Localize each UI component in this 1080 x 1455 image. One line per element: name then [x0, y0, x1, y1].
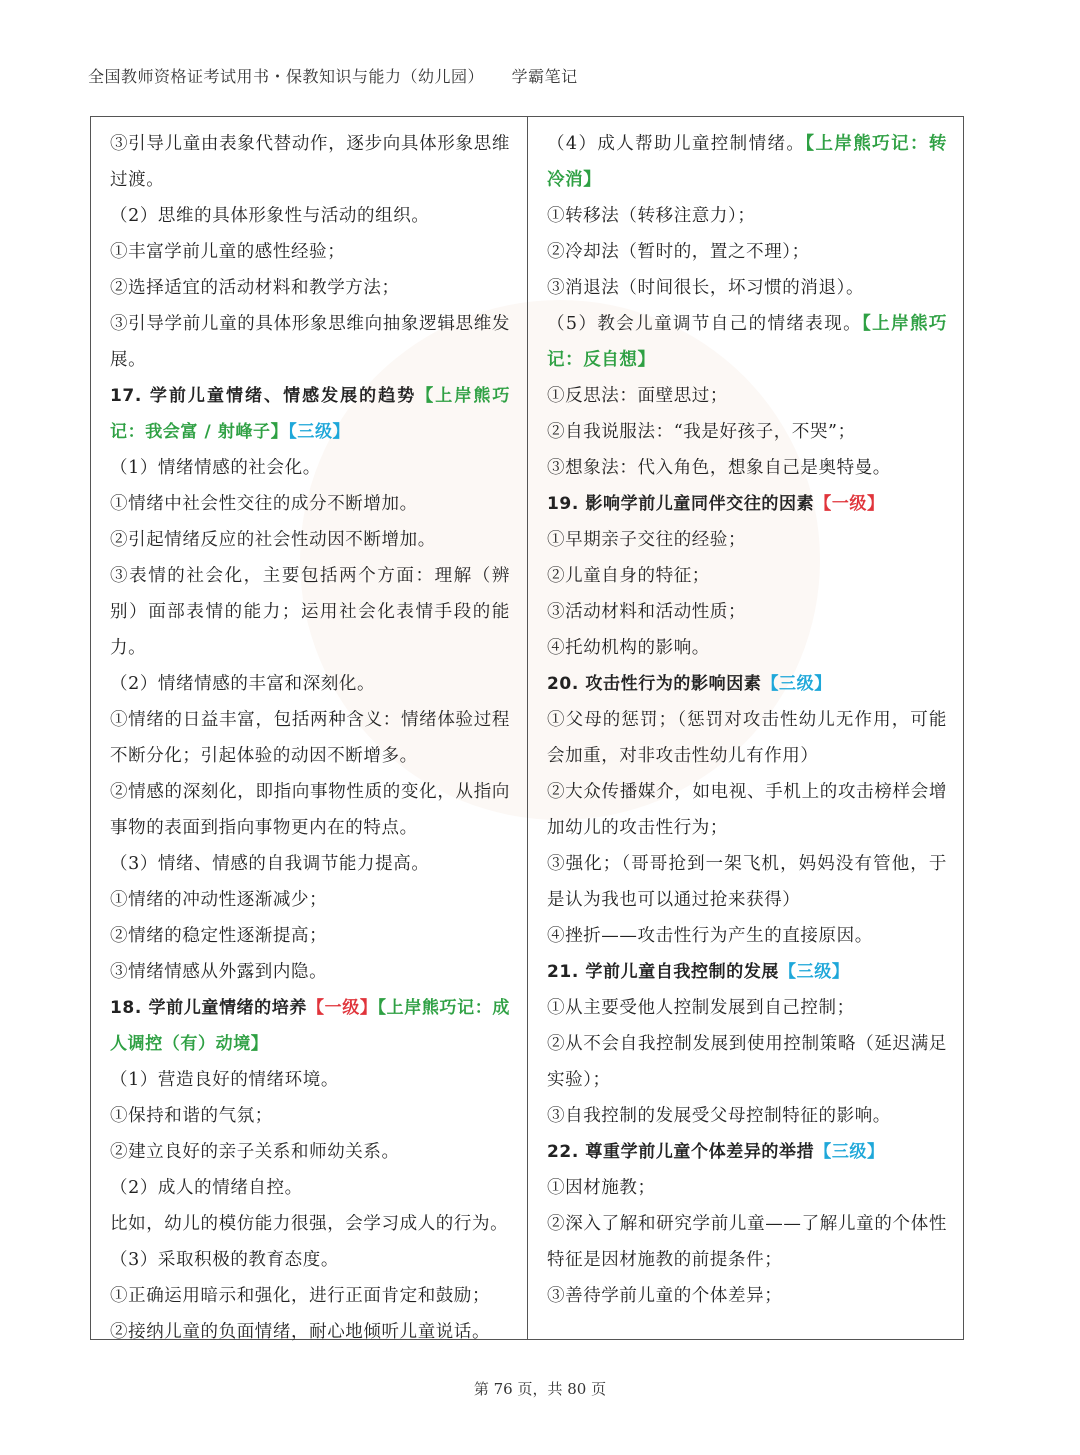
line-text: ①转移法（转移注意力）； [547, 206, 756, 226]
text-line [110, 774, 510, 846]
section-heading [110, 378, 510, 450]
line-text: ③活动材料和活动性质； [547, 602, 747, 622]
line-text: ③情绪情感从外露到内隐。 [110, 962, 328, 982]
line-text: ①情绪的日益丰富，包括两种含义：情绪体验过程不断分化；引起体验的动因不断增多。 [110, 710, 510, 766]
text-line [547, 630, 947, 666]
text-line [110, 486, 510, 522]
level-tag: 【三级】 [814, 1142, 885, 1162]
line-text: ①保持和谐的气氛； [110, 1106, 273, 1126]
text-line [110, 558, 510, 666]
line-text: ②大众传播媒介，如电视、手机上的攻击榜样会增加幼儿的攻击性行为； [547, 782, 947, 838]
section-heading [547, 1134, 947, 1170]
text-line [110, 1134, 510, 1170]
text-line [547, 990, 947, 1026]
text-line [110, 234, 510, 270]
line-text: ③引导儿童由表象代替动作，逐步向具体形象思维过渡。 [110, 134, 510, 190]
page-footer: 第 76 页，共 80 页 [473, 1380, 607, 1398]
section-heading [547, 954, 947, 990]
line-text: ④托幼机构的影响。 [547, 638, 710, 658]
text-line [547, 558, 947, 594]
text-line [547, 1170, 947, 1206]
text-line [110, 1062, 510, 1098]
text-line [110, 1170, 510, 1206]
text-line [547, 198, 947, 234]
line-text: （2）成人的情绪自控。 [110, 1178, 303, 1198]
text-line [110, 882, 510, 918]
line-text: ①反思法：面壁思过； [547, 386, 728, 406]
level-tag: 【一级】 [307, 998, 378, 1018]
column-divider [527, 116, 528, 1340]
line-text: 17. 学前儿童情绪、情感发展的趋势 [110, 386, 417, 406]
text-line [547, 918, 947, 954]
line-text: ①情绪中社会性交往的成分不断增加。 [110, 494, 418, 514]
line-text: ②儿童自身的特征； [547, 566, 710, 586]
text-line [547, 774, 947, 846]
line-text: （1）情绪情感的社会化。 [110, 458, 321, 478]
text-line [547, 1098, 947, 1134]
line-text: ②接纳儿童的负面情绪，耐心地倾听儿童说话。 [110, 1322, 491, 1342]
level-tag: 【上岸熊巧记：成人调控（有）动境】 [110, 998, 510, 1054]
text-line [110, 954, 510, 990]
text-line [547, 846, 947, 918]
text-line [110, 846, 510, 882]
line-text: ③想象法：代入角色，想象自己是奥特曼。 [547, 458, 891, 478]
line-text: ③强化；（哥哥抢到一架飞机，妈妈没有管他，于是认为我也可以通过抢来获得） [547, 854, 947, 910]
left-column [110, 126, 510, 1350]
line-text: ③自我控制的发展受父母控制特征的影响。 [547, 1106, 891, 1126]
line-text: （3）情绪、情感的自我调节能力提高。 [110, 854, 430, 874]
line-text: 22. 尊重学前儿童个体差异的举措 [547, 1142, 815, 1162]
text-line [110, 1098, 510, 1134]
line-text: ③消退法（时间很长，坏习惯的消退）。 [547, 278, 865, 298]
page-header [88, 64, 578, 87]
level-tag: 【三级】 [761, 674, 832, 694]
section-heading [110, 990, 510, 1062]
line-text: （3）采取积极的教育态度。 [110, 1250, 339, 1270]
text-line [110, 1314, 510, 1350]
level-tag: 【一级】 [814, 494, 885, 514]
text-line [547, 234, 947, 270]
line-text: 21. 学前儿童自我控制的发展 [547, 962, 780, 982]
line-text: ②情感的深刻化，即指向事物性质的变化，从指向事物的表面到指向事物更内在的特点。 [110, 782, 510, 838]
line-text: ②选择适宜的活动材料和教学方法； [110, 278, 400, 298]
text-line [110, 270, 510, 306]
text-line [110, 306, 510, 378]
line-text: ①因材施教； [547, 1178, 656, 1198]
text-line [547, 594, 947, 630]
line-text: ②从不会自我控制发展到使用控制策略（延迟满足实验）； [547, 1034, 947, 1090]
line-text: ①正确运用暗示和强化，进行正面肯定和鼓励； [110, 1286, 491, 1306]
line-text: （4）成人帮助儿童控制情绪。 [547, 134, 806, 154]
level-tag: 【三级】 [779, 962, 850, 982]
text-line [547, 378, 947, 414]
line-text: ②引起情绪反应的社会性动因不断增加。 [110, 530, 436, 550]
text-line [110, 918, 510, 954]
book-title: 全国教师资格证考试用书・保教知识与能力（幼儿园） [88, 67, 485, 86]
line-text: ①从主要受他人控制发展到自己控制； [547, 998, 855, 1018]
line-text: ②自我说服法：“我是好孩子，不哭”； [547, 422, 856, 442]
level-tag: 【三级】 [288, 422, 351, 442]
level-tag: 【上岸熊巧记：我会富 / 射峰子】 [110, 386, 510, 442]
line-text: ①早期亲子交往的经验； [547, 530, 747, 550]
line-text: 18. 学前儿童情绪的培养 [110, 998, 308, 1018]
line-text: ①情绪的冲动性逐渐减少； [110, 890, 328, 910]
text-line [547, 414, 947, 450]
line-text: ②冷却法（暂时的，置之不理）； [547, 242, 810, 262]
text-line [110, 666, 510, 702]
line-text: ①父母的惩罚；（惩罚对攻击性幼儿无作用，可能会加重，对非攻击性幼儿有作用） [547, 710, 947, 766]
text-line [547, 450, 947, 486]
text-line [110, 450, 510, 486]
text-line [110, 522, 510, 558]
level-tag: 【上岸熊巧记：反自想】 [547, 314, 948, 370]
line-text: ③引导学前儿童的具体形象思维向抽象逻辑思维发展。 [110, 314, 510, 370]
line-text: （5）教会儿童调节自己的情绪表现。 [547, 314, 863, 334]
book-brand: 学霸笔记 [511, 67, 578, 86]
text-line [110, 1242, 510, 1278]
text-line [547, 126, 947, 198]
text-line [547, 306, 947, 378]
section-heading [547, 486, 947, 522]
line-text: ②深入了解和研究学前儿童——了解儿童的个体性特征是因材施教的前提条件； [547, 1214, 947, 1270]
right-column [547, 126, 947, 1314]
line-text: 19. 影响学前儿童同伴交往的因素 [547, 494, 815, 514]
text-line [547, 1026, 947, 1098]
line-text: （2）思维的具体形象性与活动的组织。 [110, 206, 430, 226]
line-text: 20. 攻击性行为的影响因素 [547, 674, 762, 694]
line-text: 比如，幼儿的模仿能力很强，会学习成人的行为。 [110, 1214, 509, 1234]
text-line [110, 1206, 510, 1242]
text-line [110, 198, 510, 234]
text-line [110, 126, 510, 198]
text-line [547, 1206, 947, 1278]
line-text: ①丰富学前儿童的感性经验； [110, 242, 346, 262]
level-tag: 【上岸熊巧记：转冷消】 [547, 134, 947, 190]
text-line [547, 270, 947, 306]
line-text: ②建立良好的亲子关系和师幼关系。 [110, 1142, 400, 1162]
line-text: ③善待学前儿童的个体差异； [547, 1286, 783, 1306]
line-text: （1）营造良好的情绪环境。 [110, 1070, 339, 1090]
line-text: ④挫折——攻击性行为产生的直接原因。 [547, 926, 873, 946]
text-line [547, 1278, 947, 1314]
text-line [110, 702, 510, 774]
text-line [110, 1278, 510, 1314]
section-heading [547, 666, 947, 702]
line-text: ②情绪的稳定性逐渐提高； [110, 926, 328, 946]
text-line [547, 522, 947, 558]
text-line [547, 702, 947, 774]
line-text: ③表情的社会化，主要包括两个方面：理解（辨别）面部表情的能力；运用社会化表情手段的能力。 [110, 566, 510, 658]
line-text: （2）情绪情感的丰富和深刻化。 [110, 674, 376, 694]
